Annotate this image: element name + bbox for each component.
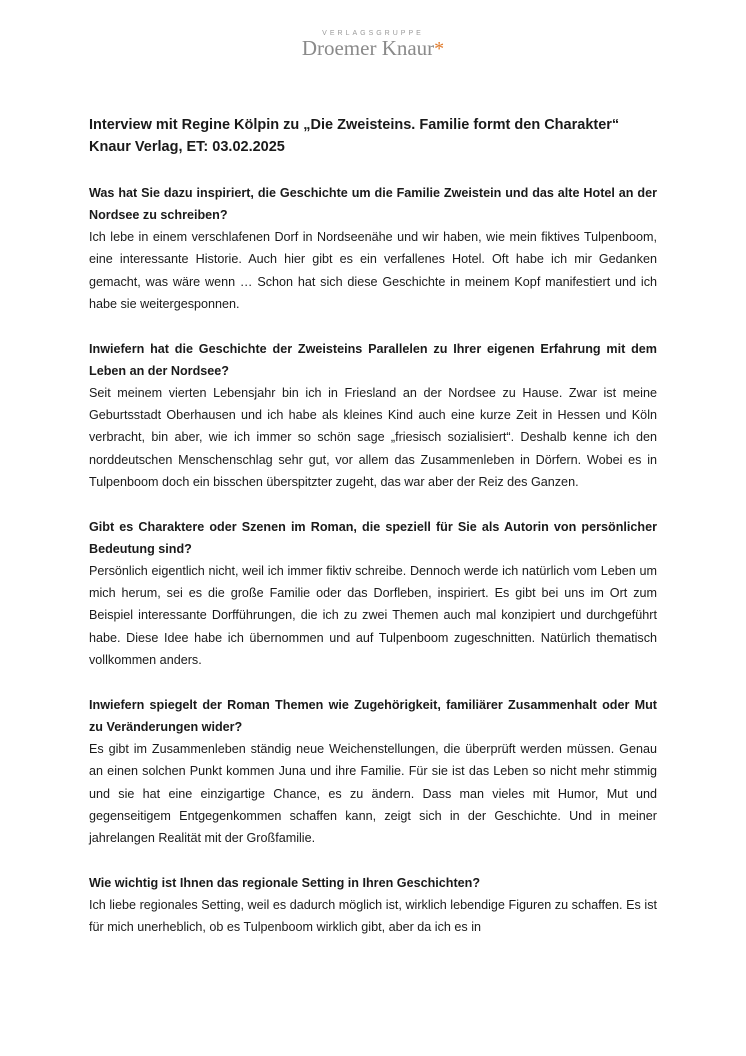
document-title (89, 114, 657, 158)
question-2: Inwiefern hat die Geschichte der Zweisteins Parallelen zu Ihrer eigenen Erfahrung mit dem Leben an der Nordsee? (89, 341, 657, 378)
logo-name: Droemer Knaur (301, 36, 435, 60)
publisher-logo (0, 30, 746, 59)
answer-3: Persönlich eigentlich nicht, weil ich immer fiktiv schreibe. Dennoch werde ich natürlich vom Leben um mich herum, sei es die große Familie oder das Dorfleben, inspiriert. Es gibt bei uns im Ort zum Beispiel interessante Dorfführungen, die ich zu zwei Themen auch mal konzipiert und durchgeführt habe. Diese Idee habe ich übernommen und auf Tulpenboom zugeschnitten. Natürlich thematisch vollkommen anders. (89, 563, 657, 668)
answer-2: Seit meinem vierten Lebensjahr bin ich in Friesland an der Nordsee zu Hause. Zwar ist meine Geburtsstadt Oberhausen und ich habe als kleines Kind auch eine kurze Zeit in Hessen und Köln verbracht, bin aber, wie ich immer so schön sage „friesisch sozialisiert“. Deshalb kenne ich den norddeutschen Menschenschlag sehr gut, vor allem das Zusammenleben in Dörfern. Wobei es in Tulpenboom doch ein bisschen überspitzter zugeht, das war aber der Reiz des Ganzen. (89, 385, 657, 490)
answer-5: Ich liebe regionales Setting, weil es dadurch möglich ist, wirklich lebendige Figuren zu schaffen. Es ist für mich unerheblich, ob es Tulpenboom wirklich gibt, aber da ich es in (89, 897, 657, 935)
question-3: Gibt es Charaktere oder Szenen im Roman, die speziell für Sie als Autorin von persönlicher Bedeutung sind? (89, 519, 657, 556)
qa-section-5 (89, 872, 657, 939)
document-body (89, 114, 657, 939)
question-1: Was hat Sie dazu inspiriert, die Geschichte um die Familie Zweistein und das alte Hotel an der Nordsee zu schreiben? (89, 186, 657, 222)
qa-section-2 (89, 338, 657, 494)
answer-1: Ich lebe in einem verschlafenen Dorf in Nordseenähe und wir haben, wie mein fiktives Tulpenboom, eine interessante Historie. Auch hier gibt es ein verfallenes Hotel. Oft habe ich mir Gedanken gemacht, was wäre wenn … Schon hat sich diese Geschichte in meinem Kopf manifestiert und ich habe sie weitergesponnen. (89, 230, 657, 312)
answer-4: Es gibt im Zusammenleben ständig neue Weichenstellungen, die überprüft werden müssen. Genau an einen solchen Punkt kommen Juna und ihre Familie. Für sie ist das Leben so nicht mehr stimmig und sie hat eine einzigartige Chance, es zu ändern. Dass man vieles mit Humor, Mut und gegenseitigem Entgegenkommen schaffen kann, zeigt sich in der Geschichte. Und in meiner jahrelangen Realität mit der Großfamilie. (89, 741, 657, 846)
question-4: Inwiefern spiegelt der Roman Themen wie Zugehörigkeit, familiärer Zusammenhalt oder Mut zu Veränderungen wider? (89, 697, 657, 734)
asterisk-icon: * (434, 38, 445, 60)
logo-supertitle: VERLAGSGRUPPE (322, 30, 424, 37)
qa-section-1 (89, 182, 657, 316)
qa-section-4 (89, 694, 657, 850)
qa-section-3 (89, 516, 657, 672)
question-5: Wie wichtig ist Ihnen das regionale Setting in Ihren Geschichten? (89, 875, 481, 890)
logo-wordmark (0, 38, 746, 59)
title-line-2: Knaur Verlag, ET: 03.02.2025 (89, 139, 285, 155)
title-line-1: Interview mit Regine Kölpin zu „Die Zweisteins. Familie formt den Charakter“ (89, 117, 620, 133)
